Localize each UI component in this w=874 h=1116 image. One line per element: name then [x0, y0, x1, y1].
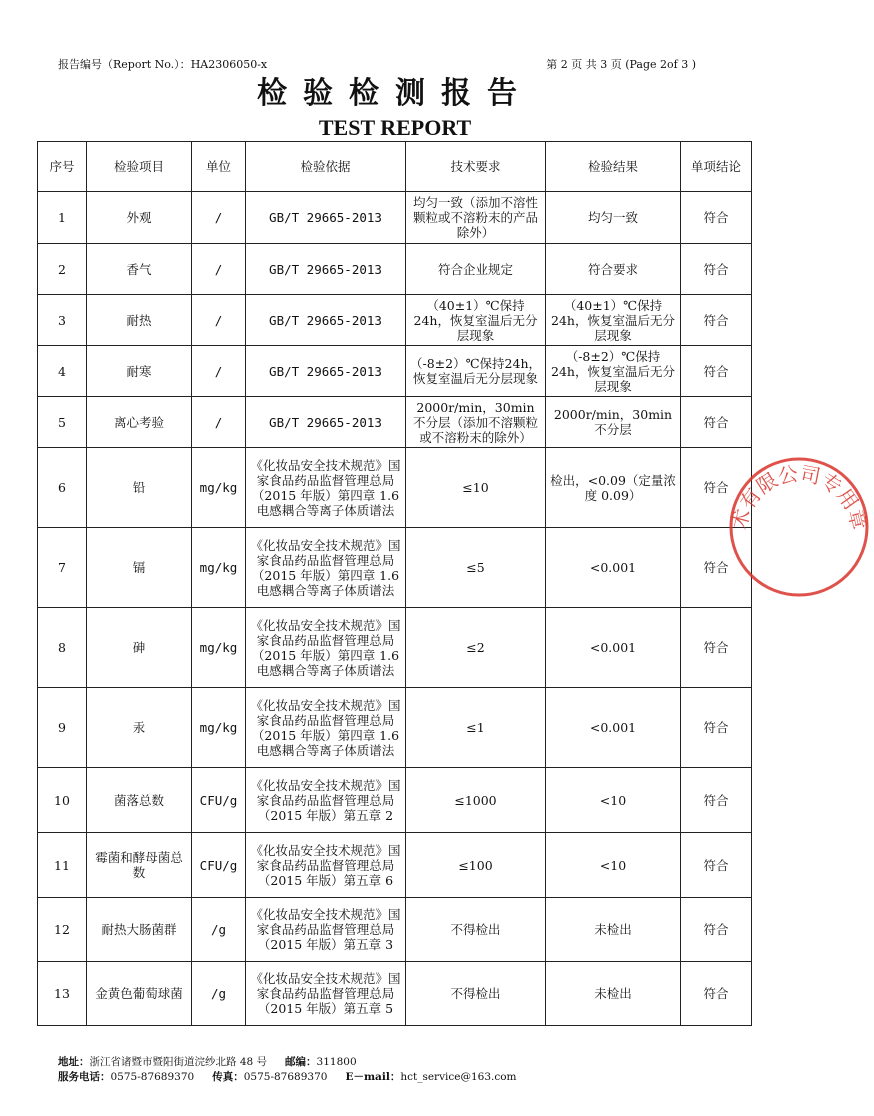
report-number-label: 报告编号（Report No.）： [58, 58, 191, 71]
cell-basis: GB/T 29665-2013 [246, 244, 406, 295]
table-row [38, 192, 752, 244]
cell-conclusion: 符合 [681, 768, 752, 833]
cell-item: 耐热大肠菌群 [87, 898, 192, 962]
cell-basis: 《化妆品安全技术规范》国家食品药品监督管理总局（2015 年版）第四章 1.6 电感耦合等离子体质谱法 [246, 608, 406, 688]
cell-requirement: ≤5 [406, 528, 546, 608]
seal-text: 术有限公司专用章 [726, 461, 872, 533]
cell-unit: / [192, 397, 246, 448]
cell-no: 4 [38, 346, 87, 397]
cell-no: 6 [38, 448, 87, 528]
cell-basis: 《化妆品安全技术规范》国家食品药品监督管理总局（2015 年版）第五章 6 [246, 833, 406, 898]
cell-item: 汞 [87, 688, 192, 768]
table-row [38, 768, 752, 833]
cell-basis: GB/T 29665-2013 [246, 397, 406, 448]
cell-item: 砷 [87, 608, 192, 688]
table-row [38, 962, 752, 1026]
header-item: 检验项目 [87, 142, 192, 192]
header-conclusion: 单项结论 [681, 142, 752, 192]
cell-requirement: 不得检出 [406, 962, 546, 1026]
email-value: hct_service@163.com [400, 1071, 517, 1083]
header-no: 序号 [38, 142, 87, 192]
cell-conclusion: 符合 [681, 346, 752, 397]
cell-conclusion: 符合 [681, 688, 752, 768]
cell-requirement: ≤1000 [406, 768, 546, 833]
phone-value: 0575-87689370 [110, 1071, 195, 1083]
cell-unit: CFU/g [192, 768, 246, 833]
postcode-value: 311800 [316, 1056, 357, 1068]
cell-item: 霉菌和酵母菌总数 [87, 833, 192, 898]
cell-unit: mg/kg [192, 608, 246, 688]
cell-item: 外观 [87, 192, 192, 244]
table-row [38, 244, 752, 295]
cell-conclusion: 符合 [681, 898, 752, 962]
cell-unit: / [192, 346, 246, 397]
page-info: 第 2 页 共 3 页 (Page 2of 3 ) [546, 58, 696, 71]
cell-conclusion: 符合 [681, 833, 752, 898]
cell-basis: 《化妆品安全技术规范》国家食品药品监督管理总局（2015 年版）第四章 1.6 电感耦合等离子体质谱法 [246, 448, 406, 528]
header-requirement: 技术要求 [406, 142, 546, 192]
footer-address-line [58, 1055, 357, 1069]
cell-requirement: ≤100 [406, 833, 546, 898]
header-basis: 检验依据 [246, 142, 406, 192]
cell-requirement: ≤10 [406, 448, 546, 528]
cell-result: 检出，<0.09（定量浓度 0.09） [546, 448, 681, 528]
cell-requirement: ≤2 [406, 608, 546, 688]
report-number-value: HA2306050-x [190, 58, 268, 71]
cell-result: <10 [546, 768, 681, 833]
cell-no: 10 [38, 768, 87, 833]
cell-requirement: 2000r/min，30min 不分层（添加不溶颗粒或不溶粉末的除外） [406, 397, 546, 448]
cell-unit: mg/kg [192, 528, 246, 608]
cell-no: 7 [38, 528, 87, 608]
cell-result: 符合要求 [546, 244, 681, 295]
table-row [38, 898, 752, 962]
fax-value: 0575-87689370 [243, 1071, 328, 1083]
report-number [58, 56, 267, 72]
cell-item: 金黄色葡萄球菌 [87, 962, 192, 1026]
cell-conclusion: 符合 [681, 608, 752, 688]
header-result: 检验结果 [546, 142, 681, 192]
cell-requirement: 符合企业规定 [406, 244, 546, 295]
table-row [38, 688, 752, 768]
cell-basis: 《化妆品安全技术规范》国家食品药品监督管理总局（2015 年版）第四章 1.6 电感耦合等离子体质谱法 [246, 528, 406, 608]
cell-conclusion: 符合 [681, 295, 752, 346]
table-header-row [38, 142, 752, 192]
cell-basis: 《化妆品安全技术规范》国家食品药品监督管理总局（2015 年版）第四章 1.6 电感耦合等离子体质谱法 [246, 688, 406, 768]
cell-no: 11 [38, 833, 87, 898]
cell-unit: / [192, 295, 246, 346]
address-label: 地址： [58, 1056, 90, 1068]
cell-item: 离心考验 [87, 397, 192, 448]
table-row [38, 346, 752, 397]
cell-result: <0.001 [546, 528, 681, 608]
cell-result: 2000r/min，30min 不分层 [546, 397, 681, 448]
cell-requirement: 均匀一致（添加不溶性颗粒或不溶粉末的产品除外） [406, 192, 546, 244]
cell-result: 未检出 [546, 898, 681, 962]
cell-result: （-8±2）℃保持24h，恢复室温后无分层现象 [546, 346, 681, 397]
cell-conclusion: 符合 [681, 528, 752, 608]
table-row [38, 295, 752, 346]
postcode-label: 邮编： [285, 1056, 317, 1068]
cell-item: 耐热 [87, 295, 192, 346]
cell-conclusion: 符合 [681, 192, 752, 244]
report-title-en: TEST REPORT [318, 115, 472, 140]
report-title-cn: 检验检测报告 [257, 76, 533, 111]
cell-unit: mg/kg [192, 688, 246, 768]
cell-no: 9 [38, 688, 87, 768]
table-row [38, 528, 752, 608]
table-row [38, 833, 752, 898]
cell-item: 菌落总数 [87, 768, 192, 833]
cell-result: （40±1）℃保持24h，恢复室温后无分层现象 [546, 295, 681, 346]
cell-conclusion: 符合 [681, 244, 752, 295]
cell-unit: CFU/g [192, 833, 246, 898]
cell-item: 镉 [87, 528, 192, 608]
cell-unit: /g [192, 898, 246, 962]
cell-unit: / [192, 244, 246, 295]
header-unit: 单位 [192, 142, 246, 192]
cell-no: 5 [38, 397, 87, 448]
cell-requirement: （-8±2）℃保持24h，恢复室温后无分层现象 [406, 346, 546, 397]
email-label: E－mail： [345, 1071, 401, 1083]
table-row [38, 608, 752, 688]
cell-conclusion: 符合 [681, 397, 752, 448]
cell-item: 耐寒 [87, 346, 192, 397]
footer-contact-line [58, 1070, 517, 1084]
cell-no: 8 [38, 608, 87, 688]
table-row [38, 397, 752, 448]
cell-unit: / [192, 192, 246, 244]
address-value: 浙江省诸暨市暨阳街道浣纱北路 48 号 [89, 1056, 268, 1068]
cell-no: 2 [38, 244, 87, 295]
cell-requirement: 不得检出 [406, 898, 546, 962]
cell-requirement: （40±1）℃保持24h，恢复室温后无分层现象 [406, 295, 546, 346]
cell-result: <10 [546, 833, 681, 898]
cell-no: 12 [38, 898, 87, 962]
cell-item: 铅 [87, 448, 192, 528]
cell-item: 香气 [87, 244, 192, 295]
cell-unit: mg/kg [192, 448, 246, 528]
cell-basis: GB/T 29665-2013 [246, 346, 406, 397]
cell-no: 3 [38, 295, 87, 346]
cell-unit: /g [192, 962, 246, 1026]
fax-label: 传真： [212, 1071, 244, 1083]
cell-basis: GB/T 29665-2013 [246, 295, 406, 346]
cell-conclusion: 符合 [681, 962, 752, 1026]
cell-basis: 《化妆品安全技术规范》国家食品药品监督管理总局（2015 年版）第五章 5 [246, 962, 406, 1026]
table-row [38, 448, 752, 528]
test-results-table [37, 141, 752, 1026]
cell-no: 1 [38, 192, 87, 244]
cell-result: 未检出 [546, 962, 681, 1026]
cell-result: <0.001 [546, 608, 681, 688]
cell-no: 13 [38, 962, 87, 1026]
cell-result: <0.001 [546, 688, 681, 768]
cell-basis: 《化妆品安全技术规范》国家食品药品监督管理总局（2015 年版）第五章 2 [246, 768, 406, 833]
cell-requirement: ≤1 [406, 688, 546, 768]
cell-basis: 《化妆品安全技术规范》国家食品药品监督管理总局（2015 年版）第五章 3 [246, 898, 406, 962]
cell-result: 均匀一致 [546, 192, 681, 244]
cell-basis: GB/T 29665-2013 [246, 192, 406, 244]
cell-conclusion: 符合 [681, 448, 752, 528]
phone-label: 服务电话： [58, 1071, 111, 1083]
